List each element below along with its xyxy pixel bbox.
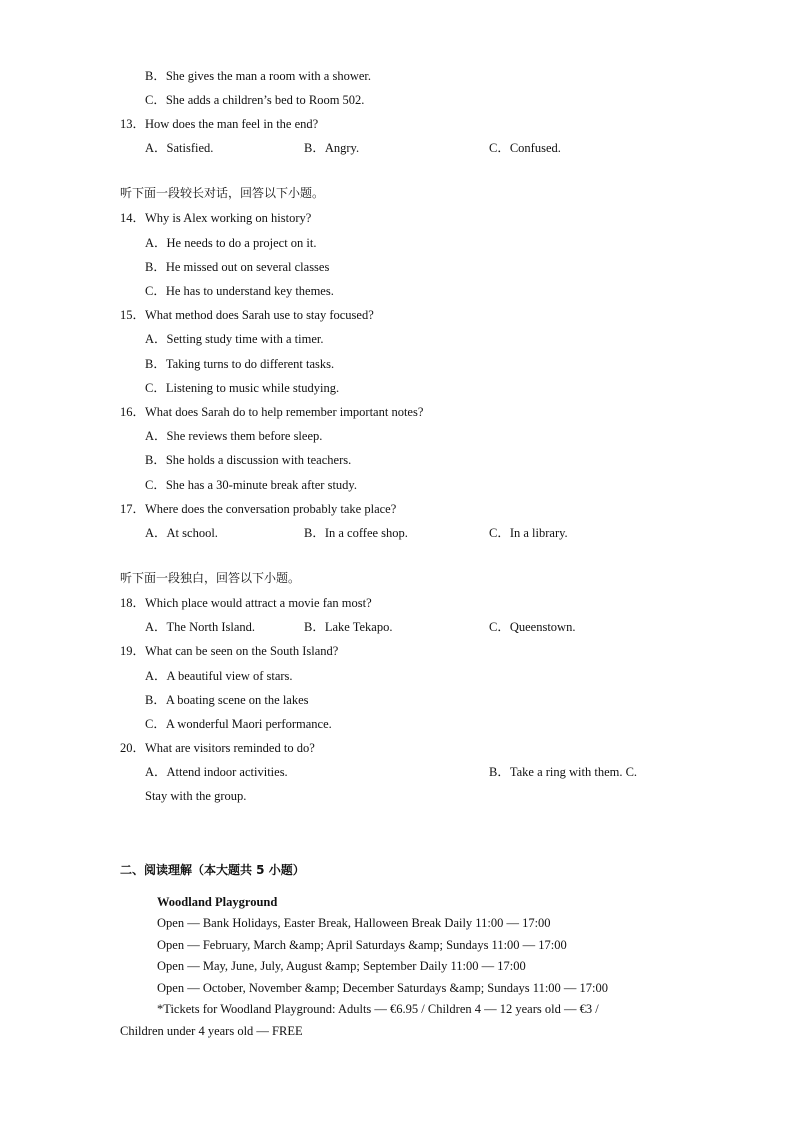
q18-option-c: C．Queenstown.: [489, 620, 576, 634]
q13-option-b: B．Angry.: [304, 141, 360, 155]
q18-option-b: B．Lake Tekapo.: [304, 620, 393, 634]
passage-line: Open — February, March &amp; April Saturdays &amp; Sundays 11:00 — 17:00: [157, 938, 567, 952]
q19-option-b: B．A boating scene on the lakes: [145, 693, 309, 707]
q12-option-c: C．She adds a children’s bed to Room 502.: [145, 93, 365, 107]
q19-option-c: C．A wonderful Maori performance.: [145, 717, 332, 731]
q15-option-a: A．Setting study time with a timer.: [145, 332, 324, 346]
q17-option-a: A．At school.: [145, 526, 218, 540]
q18-option-a: A．The North Island.: [145, 620, 256, 634]
q14-stem: 14．Why is Alex working on history?: [120, 211, 312, 225]
q16-option-b: B．She holds a discussion with teachers.: [145, 453, 352, 467]
q15-stem: 15．What method does Sarah use to stay focused?: [120, 308, 374, 322]
section-2-heading: 二、阅读理解（本大题共 5 小题）: [120, 863, 305, 877]
q14-option-b: B．He missed out on several classes: [145, 260, 330, 274]
passage-line: Open — October, November &amp; December Saturdays &amp; Sundays 11:00 — 17:00: [157, 981, 609, 995]
q18-stem: 18．Which place would attract a movie fan most?: [120, 596, 372, 610]
passage-line: *Tickets for Woodland Playground: Adults — €6.95 / Children 4 — 12 years old — €3 /: [157, 1002, 599, 1016]
q20-option-b-c: B．Take a ring with them. C.: [489, 765, 638, 779]
q12-option-b: B．She gives the man a room with a shower.: [145, 69, 372, 83]
q17-option-b: B．In a coffee shop.: [304, 526, 408, 540]
q16-option-c: C．She has a 30-minute break after study.: [145, 478, 357, 492]
q15-option-c: C．Listening to music while studying.: [145, 381, 340, 395]
instruction-monologue: 听下面一段独白，回答以下小题。: [120, 571, 301, 585]
q16-stem: 16．What does Sarah do to help remember important notes?: [120, 405, 424, 419]
q15-option-b: B．Taking turns to do different tasks.: [145, 357, 335, 371]
q20-option-c-continued: Stay with the group.: [145, 789, 247, 803]
q20-stem: 20．What are visitors reminded to do?: [120, 741, 315, 755]
q14-option-a: A．He needs to do a project on it.: [145, 236, 317, 250]
q19-option-a: A．A beautiful view of stars.: [145, 669, 293, 683]
q17-option-c: C．In a library.: [489, 526, 568, 540]
q17-stem: 17．Where does the conversation probably take place?: [120, 502, 397, 516]
q19-stem: 19．What can be seen on the South Island?: [120, 644, 339, 658]
passage-title: Woodland Playground: [157, 895, 278, 909]
passage-line: Open — May, June, July, August &amp; September Daily 11:00 — 17:00: [157, 959, 526, 973]
passage-last-line: Children under 4 years old — FREE: [120, 1024, 303, 1038]
q13-option-a: A．Satisfied.: [145, 141, 214, 155]
q13-stem: 13．How does the man feel in the end?: [120, 117, 319, 131]
q14-option-c: C．He has to understand key themes.: [145, 284, 334, 298]
passage-line: Open — Bank Holidays, Easter Break, Halloween Break Daily 11:00 — 17:00: [157, 916, 551, 930]
q13-option-c: C．Confused.: [489, 141, 561, 155]
instruction-long-dialogue: 听下面一段较长对话，回答以下小题。: [120, 186, 325, 200]
q20-option-a: A．Attend indoor activities.: [145, 765, 288, 779]
q16-option-a: A．She reviews them before sleep.: [145, 429, 323, 443]
